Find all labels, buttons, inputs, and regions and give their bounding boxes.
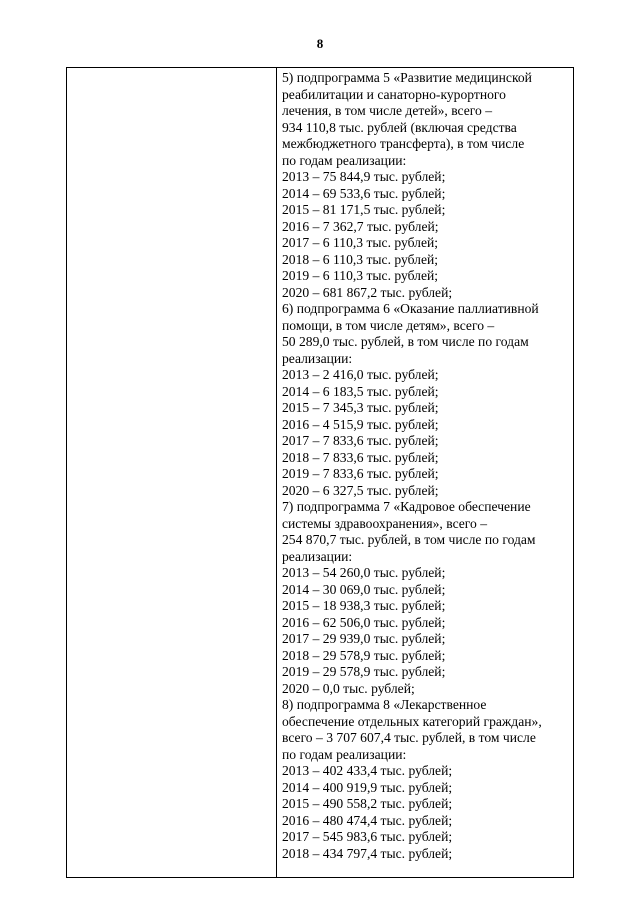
text-line: 2015 – 18 938,3 тыс. рублей;	[282, 598, 446, 613]
text-line: 2020 – 681 867,2 тыс. рублей;	[282, 284, 453, 300]
text-line: 2014 – 30 069,0 тыс. рублей;	[282, 581, 446, 597]
text-line: обеспечение отдельных категорий граждан»,	[282, 713, 542, 729]
text-line: 6) подпрограмма 6 «Оказание паллиативной	[282, 301, 539, 316]
text-line: 7) подпрограмма 7 «Кадровое обеспечение	[282, 499, 531, 514]
table-right-column	[277, 68, 573, 877]
text-line: 2018 – 434 797,4 тыс. рублей;	[282, 845, 453, 861]
text-line: 2018 – 29 578,9 тыс. рублей;	[282, 647, 446, 663]
text-line: 934 110,8 тыс. рублей (включая средства	[282, 119, 517, 135]
text-line: системы здравоохранения», всего –	[282, 515, 488, 531]
text-line: 2013 – 2 416,0 тыс. рублей;	[282, 367, 439, 382]
table-left-column	[67, 68, 277, 877]
text-line: 2018 – 6 110,3 тыс. рублей;	[282, 251, 439, 267]
text-line: 2017 – 29 939,0 тыс. рублей;	[282, 631, 446, 646]
text-line: 2013 – 75 844,9 тыс. рублей;	[282, 169, 446, 184]
text-line: реализации:	[282, 350, 353, 366]
text-line: 8) подпрограмма 8 «Лекарственное	[282, 697, 487, 712]
text-line: межбюджетного трансферта), в том числе	[282, 136, 525, 151]
text-line: 2019 – 7 833,6 тыс. рублей;	[282, 466, 439, 481]
program-table	[66, 67, 574, 878]
text-line: всего – 3 707 607,4 тыс. рублей, в том числе	[282, 730, 536, 745]
text-line: 2016 – 7 362,7 тыс. рублей;	[282, 218, 439, 234]
text-line: 2017 – 6 110,3 тыс. рублей;	[282, 235, 439, 250]
text-line: 2015 – 490 558,2 тыс. рублей;	[282, 796, 453, 811]
text-line: 2020 – 6 327,5 тыс. рублей;	[282, 482, 439, 498]
text-line: 2019 – 6 110,3 тыс. рублей;	[282, 268, 439, 283]
text-line: 2019 – 29 578,9 тыс. рублей;	[282, 664, 446, 679]
text-line: 2016 – 480 474,4 тыс. рублей;	[282, 812, 453, 828]
page-number: 8	[316, 36, 324, 51]
text-line: 2013 – 54 260,0 тыс. рублей;	[282, 565, 446, 580]
text-line: реализации:	[282, 548, 353, 564]
text-line: 2017 – 545 983,6 тыс. рублей;	[282, 829, 453, 844]
text-line: 2015 – 81 171,5 тыс. рублей;	[282, 202, 446, 217]
text-line: по годам реализации:	[282, 152, 407, 168]
text-line: 2016 – 62 506,0 тыс. рублей;	[282, 614, 446, 630]
text-line: 2014 – 400 919,9 тыс. рублей;	[282, 779, 453, 795]
text-line: 2014 – 6 183,5 тыс. рублей;	[282, 383, 439, 399]
text-line: лечения, в том числе детей», всего –	[282, 103, 493, 118]
text-line: 2015 – 7 345,3 тыс. рублей;	[282, 400, 439, 415]
text-line: 2014 – 69 533,6 тыс. рублей;	[282, 185, 446, 201]
text-line: 2020 – 0,0 тыс. рублей;	[282, 680, 415, 696]
text-line: 50 289,0 тыс. рублей, в том числе по годам	[282, 334, 529, 349]
text-line: 2013 – 402 433,4 тыс. рублей;	[282, 763, 453, 778]
text-line: 2017 – 7 833,6 тыс. рублей;	[282, 433, 439, 448]
text-line: помощи, в том числе детям», всего –	[282, 317, 495, 333]
text-line: 2016 – 4 515,9 тыс. рублей;	[282, 416, 439, 432]
text-line: 2018 – 7 833,6 тыс. рублей;	[282, 449, 439, 465]
text-line: по годам реализации:	[282, 746, 407, 762]
text-line: 254 870,7 тыс. рублей, в том числе по годам	[282, 532, 536, 547]
text-line: реабилитации и санаторно-курортного	[282, 86, 506, 102]
text-line: 5) подпрограмма 5 «Развитие медицинской	[282, 70, 532, 85]
